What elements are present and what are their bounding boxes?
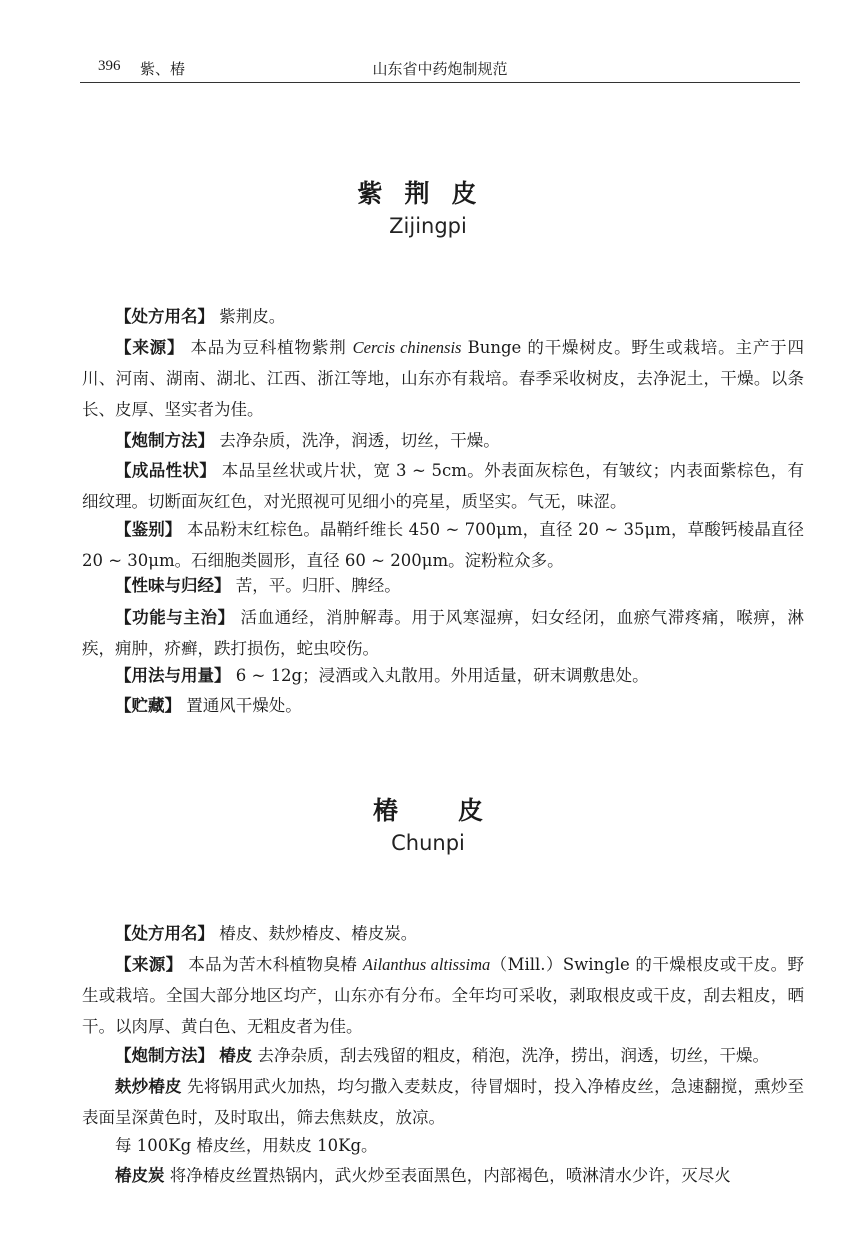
- section-label: 【成品性状】: [115, 461, 217, 480]
- section-text: 先将锅用武火加热，均匀撒入麦麸皮，待冒烟时，投入净椿皮丝，急速翻搅，熏炒至表面呈深黄色时，及时取出，筛去焦麸皮，放凉。: [82, 1077, 805, 1127]
- cp-prescription-name: [82, 918, 804, 949]
- zj-storage: [82, 690, 804, 721]
- section-text: Bunge 的干燥树皮。野生或栽培。主产于四川、河南、湖南、湖北、江西、浙江等地，山东亦有栽培。春季采收树皮，去净泥土，干燥。以条长、皮厚、坚实者为佳。: [82, 338, 804, 419]
- running-header: [80, 56, 800, 83]
- section-text: 本品为豆科植物紫荆: [190, 338, 353, 357]
- latin-name: Cercis chinensis: [352, 338, 462, 357]
- entry-title-zijingpi: 紫荆皮: [357, 179, 499, 208]
- zj-identification: [82, 514, 804, 576]
- zj-usage-dosage: [82, 660, 804, 691]
- page-number: 396: [98, 58, 121, 74]
- section-text: （Mill.）Swingle 的干燥根皮或干皮。野生或栽培。全国大部分地区均产，山东亦有分布。全年均可采收，剥取根皮或干皮，刮去粗皮，晒干。以肉厚、黄白色、无粗皮者为佳。: [82, 955, 805, 1036]
- zj-source: [82, 332, 804, 425]
- section-text: 本品呈丝状或片状，宽 3 ~ 5cm。外表面灰棕色，有皱纹；内表面紫棕色，有细纹理。切断面灰红色，对光照视可见细小的亮星，质坚实。气无，味涩。: [82, 461, 805, 511]
- section-text: 本品为苦木科植物臭椿: [188, 955, 363, 974]
- sub-method-label: 椿皮: [219, 1046, 253, 1065]
- section-text: 紫荆皮。: [219, 307, 286, 326]
- zj-processing-method: [82, 425, 804, 456]
- entry-title-chunpi: 椿皮: [372, 796, 543, 825]
- section-label: 【处方用名】: [115, 924, 214, 943]
- zj-prescription-name: [82, 301, 804, 332]
- cp-bran-fried: [82, 1071, 804, 1133]
- section-text: 每 100Kg 椿皮丝，用麸皮 10Kg。: [115, 1136, 378, 1155]
- section-label: 【来源】: [115, 955, 183, 974]
- section-text: 去净杂质，刮去残留的粗皮，稍泡，洗净，捞出，润透，切丝，干燥。: [257, 1046, 769, 1065]
- zj-product-properties: [82, 455, 804, 517]
- section-label: 【鉴别】: [115, 520, 182, 539]
- section-label: 【性味与归经】: [115, 576, 231, 595]
- book-title: 山东省中药炮制规范: [372, 60, 508, 78]
- zj-nature-meridian: [82, 570, 804, 601]
- cp-charred: [82, 1160, 804, 1191]
- entry-pinyin-chunpi: Chunpi: [391, 831, 465, 855]
- section-label: 【来源】: [115, 338, 185, 357]
- section-text: 置通风干燥处。: [186, 696, 302, 715]
- section-label: 【炮制方法】: [115, 1046, 214, 1065]
- zj-function-indication: [82, 602, 804, 664]
- section-text: 椿皮、麸炒椿皮、椿皮炭。: [219, 924, 418, 943]
- cp-bran-ratio: [82, 1130, 804, 1161]
- section-text: 6 ~ 12g；浸酒或入丸散用。外用适量，研末调敷患处。: [235, 666, 649, 685]
- section-text: 本品粉末红棕色。晶鞘纤维长 450 ~ 700μm，直径 20 ~ 35μm，草酸钙棱晶直径 20 ~ 30μm。石细胞类圆形，直径 60 ~ 200μm。淀粉粒众多。: [82, 520, 804, 570]
- section-text: 将净椿皮丝置热锅内，武火炒至表面黑色，内部褐色，喷淋清水少许，灭尽火: [169, 1166, 731, 1185]
- section-text: 苦，平。归肝、脾经。: [235, 576, 401, 595]
- entry-pinyin-zijingpi: Zijingpi: [389, 214, 467, 238]
- sub-method-label: 麸炒椿皮: [115, 1077, 182, 1096]
- section-label: 【用法与用量】: [115, 666, 231, 685]
- section-text: 去净杂质，洗净，润透，切丝，干燥。: [219, 431, 500, 450]
- section-label: 【功能与主治】: [115, 608, 235, 627]
- sub-method-label: 椿皮炭: [115, 1166, 165, 1185]
- cp-processing-method: [82, 1040, 804, 1071]
- section-text: 活血通经，消肿解毒。用于风寒湿痹，妇女经闭，血瘀气滞疼痛，喉痹，淋疾，痈肿，疥癣，跌打损伤，蛇虫咬伤。: [82, 608, 804, 658]
- cp-source: [82, 949, 804, 1042]
- latin-name: Ailanthus altissima: [362, 955, 491, 974]
- section-label: 【处方用名】: [115, 307, 214, 326]
- section-label: 【炮制方法】: [115, 431, 214, 450]
- section-name: 紫、椿: [140, 60, 186, 78]
- section-label: 【贮藏】: [115, 696, 181, 715]
